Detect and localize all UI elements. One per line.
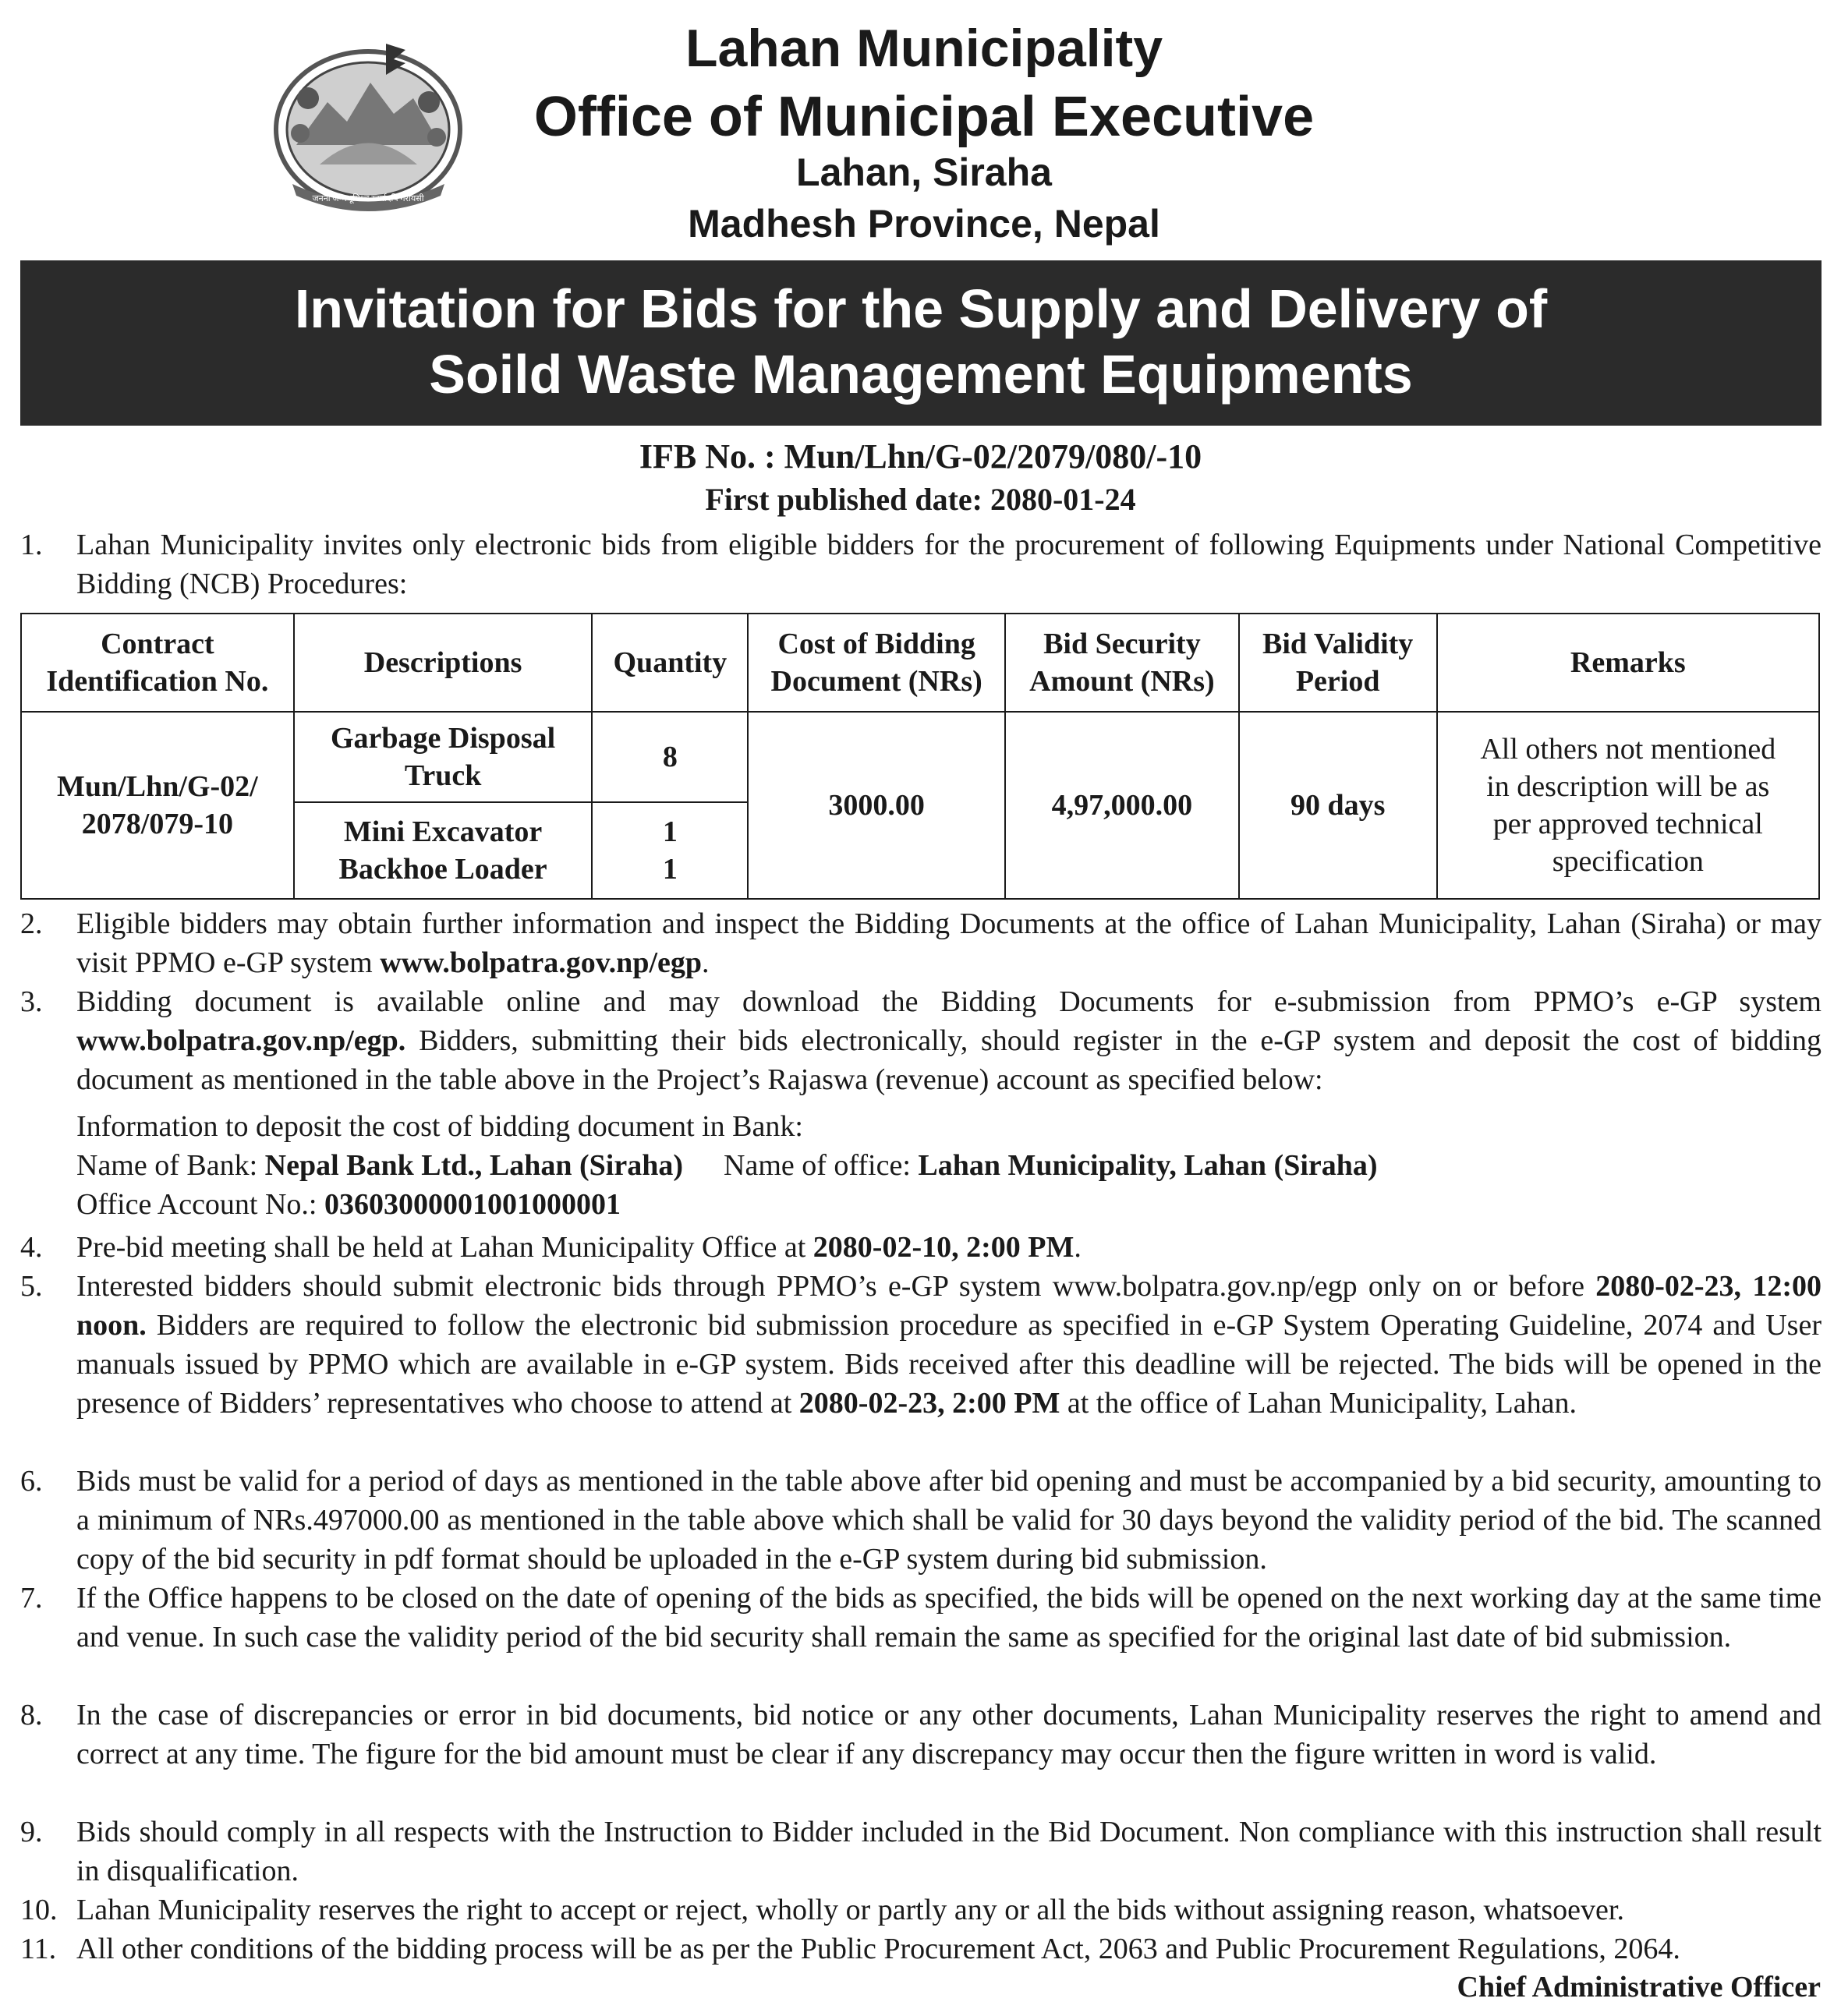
clause-text: Interested bidders should submit electronic bids through PPMO’s e-GP system www.bolpatra.gov.np/egp only on or before 2080-02-23, 12:00 noon. Bidders are required to follow the electronic bid submission procedure as specified in e-GP System Operating Guideline, 2074 and User manuals issued by PPMO which are available in e-GP system. Bids received after this deadline will be rejected. The bids will be opened in the presence of Bidders’ representatives who choose to attend at 2080-02-23, 2:00 PM at the office of Lahan Municipality, Lahan.: [76, 1270, 1822, 1420]
clause-number: 4.: [20, 1231, 43, 1264]
security-cell: 4,97,000.00: [1005, 712, 1239, 899]
account-info-line: Office Account No.: 03603000001001000001: [76, 1188, 621, 1221]
province-name: Madhesh Province, Nepal: [688, 202, 1160, 246]
clause-number: 10.: [20, 1894, 58, 1926]
clause-number: 1.: [20, 529, 43, 561]
bid-table: [20, 613, 1820, 900]
title-banner: [20, 260, 1822, 426]
clause-text: In the case of discrepancies or error in bid documents, bid notice or any other documents, Lahan Municipality reserves the right to amend and correct at any time. The figure for the bid amount must be clear if any discrepancy may occur then the figure written in word is valid.: [76, 1699, 1822, 1770]
clause-7: [20, 1579, 1822, 1657]
clause-6: [20, 1462, 1822, 1579]
clause-4: [20, 1228, 1822, 1267]
emblem-caption: जननी जन्मभूमिश्च स्वर्गादपि गरीयसी: [312, 194, 424, 203]
column-header: Remarks: [1437, 614, 1819, 712]
clause-number: 5.: [20, 1270, 43, 1303]
remarks-cell: All others not mentioned in description will be as per approved technical specification: [1437, 712, 1819, 899]
clause-1: [20, 525, 1822, 603]
table-row: [21, 712, 1819, 802]
published-date: First published date: 2080-01-24: [705, 482, 1136, 517]
clause-text: Lahan Municipality invites only electronic bids from eligible bidders for the procurement of following Equipments under National Competitive Bidding (NCB) Procedures:: [76, 529, 1822, 600]
column-header: Quantity: [592, 614, 748, 712]
clause-10: [20, 1890, 1822, 1929]
municipality-name: Lahan Municipality: [685, 19, 1163, 78]
office-location: Lahan, Siraha: [796, 150, 1052, 194]
account-number: 03603000001001000001: [324, 1188, 621, 1221]
column-header: Bid Validity Period: [1239, 614, 1437, 712]
clause-text: Bids should comply in all respects with the Instruction to Bidder included in the Bid Document. Non compliance with this instruction shall result in disqualification.: [76, 1816, 1822, 1887]
column-header: Bid Security Amount (NRs): [1005, 614, 1239, 712]
clause-number: 11.: [20, 1933, 57, 1965]
clause-5: [20, 1267, 1822, 1423]
clause-text: If the Office happens to be closed on the date of opening of the bids as specified, the bids will be opened on the next working day at the same time and venue. In such case the validity period of the bid security shall remain the same as specified for the original last date of bid submission.: [76, 1582, 1822, 1653]
table-header-row: [21, 614, 1819, 712]
clause-11: [20, 1929, 1822, 1968]
egp-link[interactable]: www.bolpatra.gov.np/egp.: [76, 1024, 406, 1057]
column-header: Descriptions: [294, 614, 593, 712]
validity-cell: 90 days: [1239, 712, 1437, 899]
quantity-cell: 8: [592, 712, 748, 802]
clause-number: 2.: [20, 907, 43, 940]
notice-header: [0, 0, 1841, 257]
clause-text: All other conditions of the bidding process will be as per the Public Procurement Act, 2063 and Public Procurement Regulations, 2064.: [76, 1933, 1680, 1965]
description-cell: Garbage Disposal Truck: [294, 712, 593, 802]
clause-number: 9.: [20, 1816, 43, 1848]
clause-text: Bidding document is available online and may download the Bidding Documents for e-submission from PPMO’s e-GP system www.bolpatra.gov.np/egp. Bidders, submitting their bids electronically, should register in the e-GP system and deposit the cost of bidding document as mentioned in the table above in the Project’s Rajaswa (revenue) account as specified below:: [76, 985, 1822, 1096]
clause-9: [20, 1813, 1822, 1890]
office-name: Office of Municipal Executive: [533, 86, 1315, 148]
clause-text: Bids must be valid for a period of days as mentioned in the table above after bid opening and must be accompanied by a bid security, amounting to a minimum of NRs.497000.00 as mentioned in the table above which shall be valid for 30 days beyond the validity period of the bid. The scanned copy of the bid security in pdf format should be uploaded in the e-GP system during bid submission.: [76, 1465, 1822, 1576]
clause-number: 6.: [20, 1465, 43, 1498]
clause-8: [20, 1696, 1822, 1774]
column-header: Cost of Bidding Document (NRs): [748, 614, 1005, 712]
cost-cell: 3000.00: [748, 712, 1005, 899]
clause-number: 8.: [20, 1699, 43, 1731]
clause-number: 7.: [20, 1582, 43, 1615]
bank-name: Nepal Bank Ltd., Lahan (Siraha): [264, 1149, 684, 1182]
banner-title-line-1: Invitation for Bids for the Supply and Delivery of: [294, 278, 1548, 339]
banner-title-line-2: Soild Waste Management Equipments: [429, 344, 1413, 405]
office-name-value: Lahan Municipality, Lahan (Siraha): [918, 1149, 1378, 1182]
clause-number: 3.: [20, 985, 43, 1018]
description-cell: Mini Excavator Backhoe Loader: [294, 802, 593, 899]
clause-3: [20, 982, 1822, 1099]
signatory-title: Chief Administrative Officer: [1457, 1971, 1821, 2004]
bank-info-intro: Information to deposit the cost of bidding document in Bank:: [76, 1110, 803, 1143]
egp-link[interactable]: www.bolpatra.gov.np/egp: [380, 946, 703, 979]
clause-text: Pre-bid meeting shall be held at Lahan Municipality Office at 2080-02-10, 2:00 PM.: [76, 1231, 1082, 1264]
clause-text: Eligible bidders may obtain further information and inspect the Bidding Documents at the office of Lahan Municipality, Lahan (Siraha) or may visit PPMO e-GP system www.bolpatra.gov.np/egp.: [76, 907, 1822, 979]
clause-2: [20, 904, 1822, 982]
bank-info-line: Name of Bank: Nepal Bank Ltd., Lahan (Siraha) Name of office: Lahan Municipality, Lahan (Siraha): [76, 1149, 1378, 1182]
ifb-number: IFB No. : Mun/Lhn/G-02/2079/080/-10: [639, 437, 1202, 476]
clause-text: Lahan Municipality reserves the right to accept or reject, wholly or partly any or all the bids without assigning reason, whatsoever.: [76, 1894, 1624, 1926]
column-header: Contract Identification No.: [21, 614, 294, 712]
quantity-cell: 1 1: [592, 802, 748, 899]
contract-id-cell: Mun/Lhn/G-02/ 2078/079-10: [21, 712, 294, 899]
